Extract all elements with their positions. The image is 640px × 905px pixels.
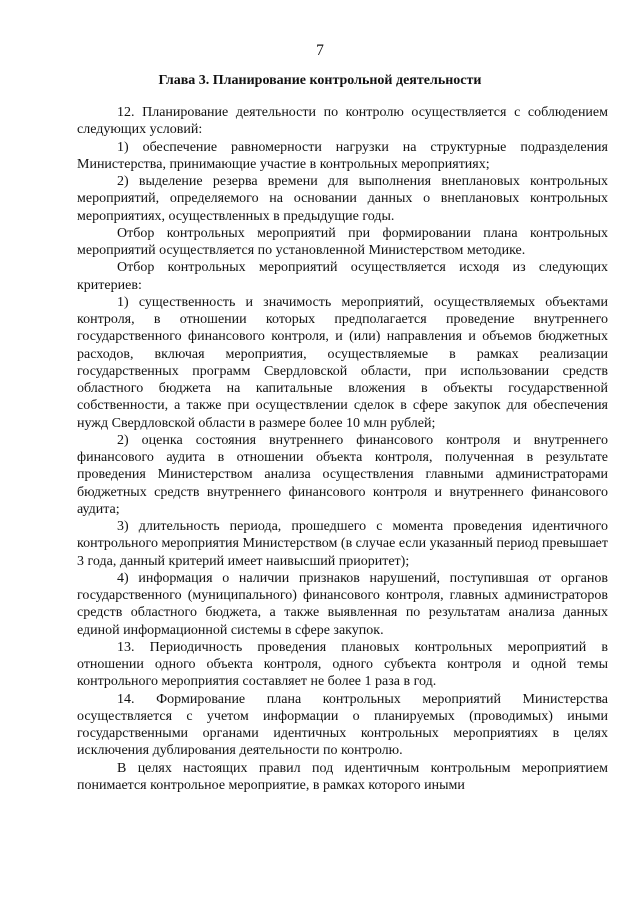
criterion-2-internal-control: 2) оценка состояния внутреннего финансового контроля и внутреннего финансового аудита в отношении объекта контроля, полученная в результате проведения Министерством анализа осуществления главными администраторами бюджетных средств внутреннего финансового контроля и внутреннего финансового аудита; xyxy=(77,432,608,517)
paragraph-identical-definition: В целях настоящих правил под идентичным контрольным мероприятием понимается контрольное мероприятие, в рамках которого иными xyxy=(77,760,608,793)
page-number: 7 xyxy=(316,42,324,59)
paragraph-selection-method: Отбор контрольных мероприятий при формировании плана контрольных мероприятий осуществляется по установленной Министерством методике. xyxy=(77,225,608,258)
condition-2-time-reserve: 2) выделение резерва времени для выполнения внеплановых контрольных мероприятий, определяемого на основании данных о внеплановых контрольных мероприятиях, осуществленных в предыдущие годы. xyxy=(77,174,608,224)
paragraph-13-periodicity: 13. Периодичность проведения плановых контрольных мероприятий в отношении одного объекта контроля, одного субъекта контроля и одной темы контрольного мероприятия составляет не более 1 раза в год. xyxy=(77,639,608,690)
criterion-3-period-length: 3) длительность периода, прошедшего с момента проведения идентичного контрольного мероприятия Министерством (в случае если указанный период превышает 3 года, данный критерий имеет наивысший приоритет); xyxy=(77,519,608,569)
criterion-1-significance: 1) существенность и значимость мероприятий, осуществляемых объектами контроля, в отношении которых предполагается проведение внутреннего государственного финансового контроля, и (или) направления и объемов бюджетных расходов, включая мероприятия, осуществляемые в рамках реализации государственных программ Свердловской области, при использовании средств областного бюджета на капитальные вложения в объекты государственной собственности, а также при осуществлении сделок в сфере закупок для обеспечения нужд Свердловской области в размере более 10 млн рублей; xyxy=(77,294,608,431)
chapter-title: Глава 3. Планирование контрольной деятельности xyxy=(158,73,482,88)
paragraph-14-plan-formation: 14. Формирование плана контрольных мероприятий Министерства осуществляется с учетом информации о планируемых (проводимых) иными государственными органами идентичных контрольных мероприятиях в целях исключения дублирования деятельности по контролю. xyxy=(77,691,608,759)
criterion-4-violation-info: 4) информация о наличии признаков нарушений, поступившая от органов государственного (муниципального) финансового контроля, главных администраторов средств областного бюджета, а также выявленная по результатам анализа данных единой информационной системы в сфере закупок. xyxy=(77,570,608,638)
body-text xyxy=(77,104,608,794)
condition-1-even-load: 1) обеспечение равномерности нагрузки на структурные подразделения Министерства, принимающие участие в контрольных мероприятиях; xyxy=(77,139,608,172)
paragraph-selection-criteria: Отбор контрольных мероприятий осуществляется исходя из следующих критериев: xyxy=(77,260,608,293)
paragraph-12-planning-conditions: 12. Планирование деятельности по контролю осуществляется с соблюдением следующих условий: xyxy=(77,105,608,138)
